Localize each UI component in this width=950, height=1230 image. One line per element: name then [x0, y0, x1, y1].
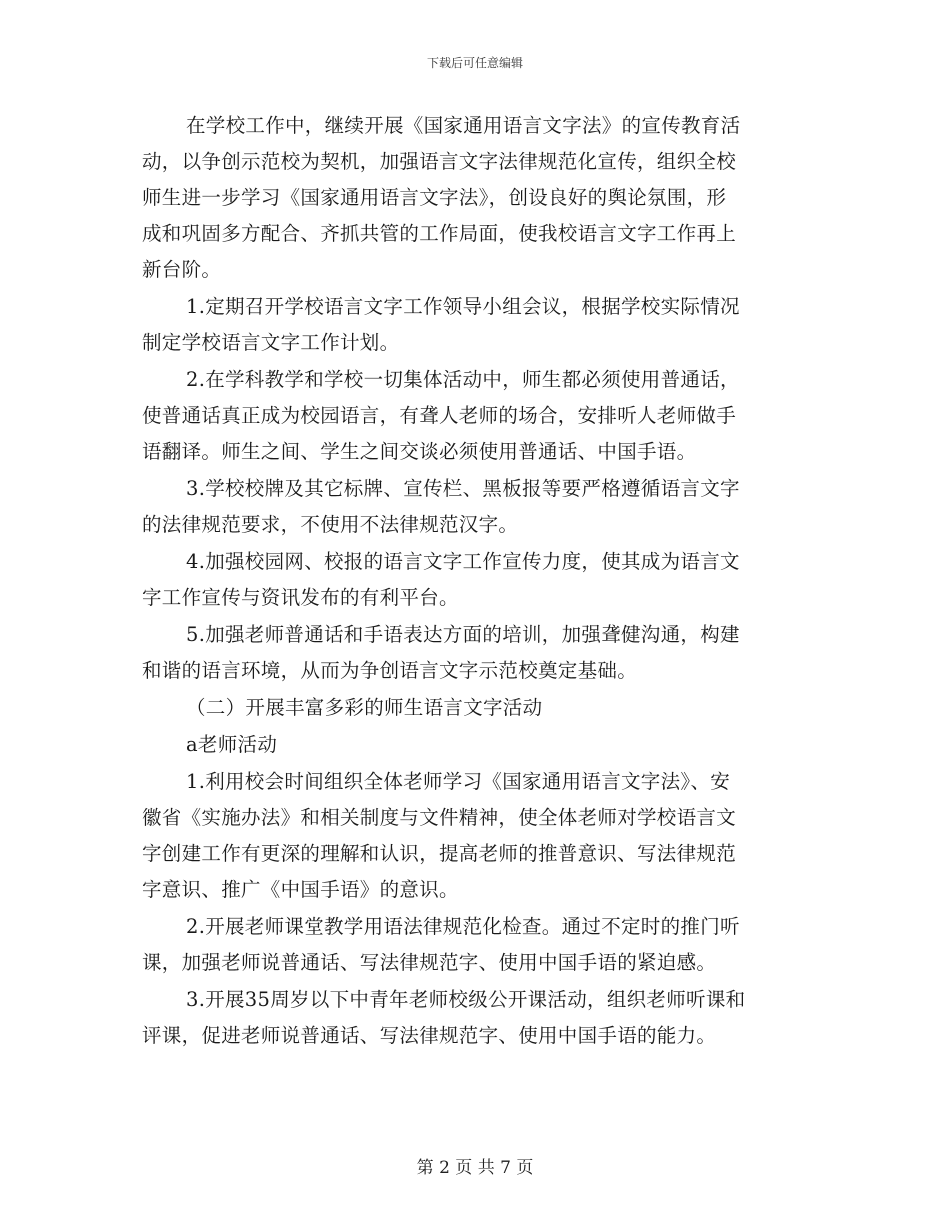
subsection-heading: [142, 727, 810, 763]
text-line: 课，加强老师说普通话、写法律规范字、使用中国手语的紧迫感。: [142, 951, 717, 974]
text-line: 动，以争创示范校为契机，加强语言文字法律规范化宣传，组织全校: [142, 150, 737, 173]
paragraph-item-3: [142, 471, 810, 543]
text-line: 2.在学科教学和学校一切集体活动中，师生都必须使用普通话，: [186, 368, 740, 391]
text-line: 徽省《实施办法》和相关制度与文件精神，使全体老师对学校语言文: [142, 806, 737, 829]
document-body: [142, 108, 810, 1055]
paragraph-teacher-item-3: [142, 982, 810, 1054]
text-line: 4.加强校园网、校报的语言文字工作宣传力度，使其成为语言文: [186, 550, 740, 573]
text-line: 字创建工作有更深的理解和认识，提高老师的推普意识、写法律规范: [142, 842, 737, 865]
paragraph-item-2: [142, 362, 810, 470]
text-line: 使普通话真正成为校园语言，有聋人老师的场合，安排听人老师做手: [142, 404, 737, 427]
text-line: 语翻译。师生之间、学生之间交谈必须使用普通话、中国手语。: [142, 440, 697, 463]
text-line: 成和巩固多方配合、齐抓共管的工作局面，使我校语言文字工作再上: [142, 222, 737, 245]
page-header-note: 下载后可任意编辑: [426, 56, 523, 70]
text-line: 评课，促进老师说普通话、写法律规范字、使用中国手语的能力。: [142, 1024, 717, 1047]
paragraph-item-5: [142, 617, 810, 689]
text-line: 的法律规范要求，不使用不法律规范汉字。: [142, 513, 519, 536]
text-line: 师生进一步学习《国家通用语言文字法》，创设良好的舆论氛围，形: [142, 186, 727, 209]
subsection-heading-text: a老师活动: [186, 733, 278, 756]
section-heading-text: （二）开展丰富多彩的师生语言文字活动: [186, 696, 543, 719]
text-line: 字工作宣传与资讯发布的有利平台。: [142, 586, 459, 609]
text-line: 和谐的语言环境，从而为争创语言文字示范校奠定基础。: [142, 659, 638, 682]
paragraph-teacher-item-1: [142, 764, 810, 908]
text-line: 3.开展35周岁以下中青年老师校级公开课活动，组织老师听课和: [186, 988, 746, 1011]
paragraph-intro: [142, 108, 810, 288]
text-line: 字意识、推广《中国手语》的意识。: [142, 878, 459, 901]
text-line: 新台阶。: [142, 258, 222, 281]
paragraph-item-4: [142, 544, 810, 616]
text-line: 1.定期召开学校语言文字工作领导小组会议，根据学校实际情况: [186, 295, 740, 318]
text-line: 3.学校校牌及其它标牌、宣传栏、黑板报等要严格遵循语言文字: [186, 477, 740, 500]
text-line: 2.开展老师课堂教学用语法律规范化检查。通过不定时的推门听: [186, 915, 740, 938]
section-heading: [142, 690, 810, 726]
paragraph-teacher-item-2: [142, 909, 810, 981]
page-number-footer: 第 2 页 共 7 页: [416, 1158, 534, 1178]
text-line: 在学校工作中，继续开展《国家通用语言文字法》的宣传教育活: [186, 114, 741, 137]
text-line: 制定学校语言文字工作计划。: [142, 331, 400, 354]
text-line: 5.加强老师普通话和手语表达方面的培训，加强聋健沟通，构建: [186, 623, 740, 646]
paragraph-item-1: [142, 289, 810, 361]
text-line: 1.利用校会时间组织全体老师学习《国家通用语言文字法》、安: [186, 770, 731, 793]
